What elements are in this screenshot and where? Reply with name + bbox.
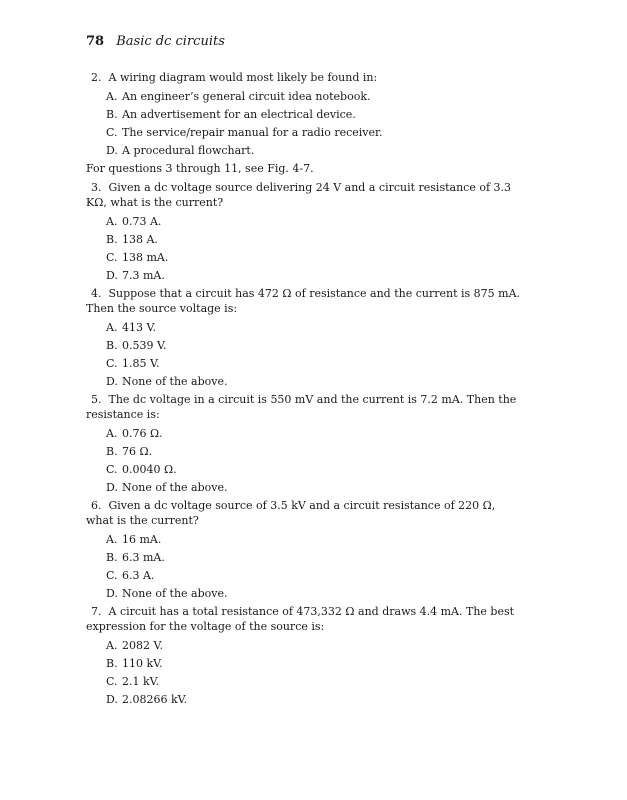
option-letter: D. [106,481,118,494]
question-text: Given a dc voltage source of 3.5 kV and a circuit resistance of 220 Ω, what is the current? [86,499,496,527]
option-text: 110 kV. [122,657,163,670]
option-text: A procedural flowchart. [122,144,255,157]
option-text: None of the above. [122,587,228,600]
page-number: 78 [86,34,105,49]
option-text: 0.73 A. [122,215,162,228]
option-letter: D. [106,144,118,157]
answer-option [106,232,526,247]
option-text: 6.3 A. [122,569,155,582]
question-stem [86,286,526,316]
answer-option [106,320,526,335]
question-text: Suppose that a circuit has 472 Ω of resistance and the current is 875 mA. Then the source voltage is: [86,287,521,315]
answer-option [106,656,526,671]
option-letter: C. [106,357,118,370]
option-letter: B. [106,108,118,121]
answer-option [106,550,526,565]
option-letter: B. [106,339,118,352]
answer-option [106,89,526,104]
option-letter: A. [106,533,118,546]
question-item [86,392,526,495]
option-text: 76 Ω. [122,445,153,458]
option-letter: C. [106,251,118,264]
option-text: None of the above. [122,481,228,494]
option-letter: B. [106,657,118,670]
option-text: 0.539 V. [122,339,167,352]
option-letter: C. [106,126,118,139]
answer-option [106,426,526,441]
answer-option [106,143,526,158]
option-text: 0.0040 Ω. [122,463,177,476]
question-number: 6. [91,499,102,512]
answer-option [106,674,526,689]
question-stem [86,604,526,634]
answer-option [106,338,526,353]
question-text: A wiring diagram would most likely be found in: [108,71,378,84]
option-letter: A. [106,639,118,652]
question-number: 3. [91,181,102,194]
answer-option [106,462,526,477]
answer-option [106,214,526,229]
answer-option [106,692,526,707]
option-letter: A. [106,215,118,228]
question-text: The dc voltage in a circuit is 550 mV and the current is 7.2 mA. Then the resistance is: [86,393,517,421]
option-text: The service/repair manual for a radio receiver. [122,126,383,139]
answer-option [106,568,526,583]
questions-before-note [86,70,526,158]
chapter-title: Basic dc circuits [116,34,225,49]
question-stem [86,180,526,210]
question-item [86,70,526,158]
question-stem [86,70,526,85]
answer-option [106,125,526,140]
question-number: 7. [91,605,102,618]
option-letter: B. [106,551,118,564]
answer-option [106,586,526,601]
answer-option [106,532,526,547]
page-content [86,70,526,710]
answer-option [106,374,526,389]
option-text: 413 V. [122,321,157,334]
option-text: None of the above. [122,375,228,388]
option-text: 0.76 Ω. [122,427,163,440]
questions-list [86,180,526,707]
option-text: 7.3 mA. [122,269,165,282]
question-text: Given a dc voltage source delivering 24 V and a circuit resistance of 3.3 KΩ, what is the current? [86,181,512,209]
answer-option [106,250,526,265]
option-letter: D. [106,269,118,282]
option-text: 2082 V. [122,639,164,652]
option-text: 2.08266 kV. [122,693,188,706]
answer-option [106,444,526,459]
option-letter: B. [106,445,118,458]
option-letter: D. [106,587,118,600]
answer-option [106,638,526,653]
answer-option [106,268,526,283]
question-number: 5. [91,393,102,406]
option-letter: D. [106,375,118,388]
question-number: 4. [91,287,102,300]
option-text: 2.1 kV. [122,675,160,688]
figure-note: For questions 3 through 11, see Fig. 4-7. [86,162,314,175]
option-letter: A. [106,90,118,103]
answer-option [106,107,526,122]
question-item [86,604,526,707]
question-stem [86,498,526,528]
option-text: 16 mA. [122,533,162,546]
option-text: 138 A. [122,233,158,246]
question-stem [86,392,526,422]
page-header [86,34,225,49]
answer-option [106,356,526,371]
question-number: 2. [91,71,102,84]
option-letter: C. [106,569,118,582]
option-letter: C. [106,463,118,476]
answer-option [106,480,526,495]
option-letter: D. [106,693,118,706]
option-text: An engineer’s general circuit idea notebook. [122,90,371,103]
option-letter: A. [106,321,118,334]
option-text: An advertisement for an electrical device. [122,108,356,121]
option-letter: B. [106,233,118,246]
question-item [86,180,526,283]
question-text: A circuit has a total resistance of 473,332 Ω and draws 4.4 mA. The best expression for the voltage of the source is: [86,605,515,633]
option-text: 1.85 V. [122,357,160,370]
question-item [86,286,526,389]
option-letter: A. [106,427,118,440]
option-letter: C. [106,675,118,688]
question-item [86,498,526,601]
option-text: 138 mA. [122,251,169,264]
option-text: 6.3 mA. [122,551,165,564]
